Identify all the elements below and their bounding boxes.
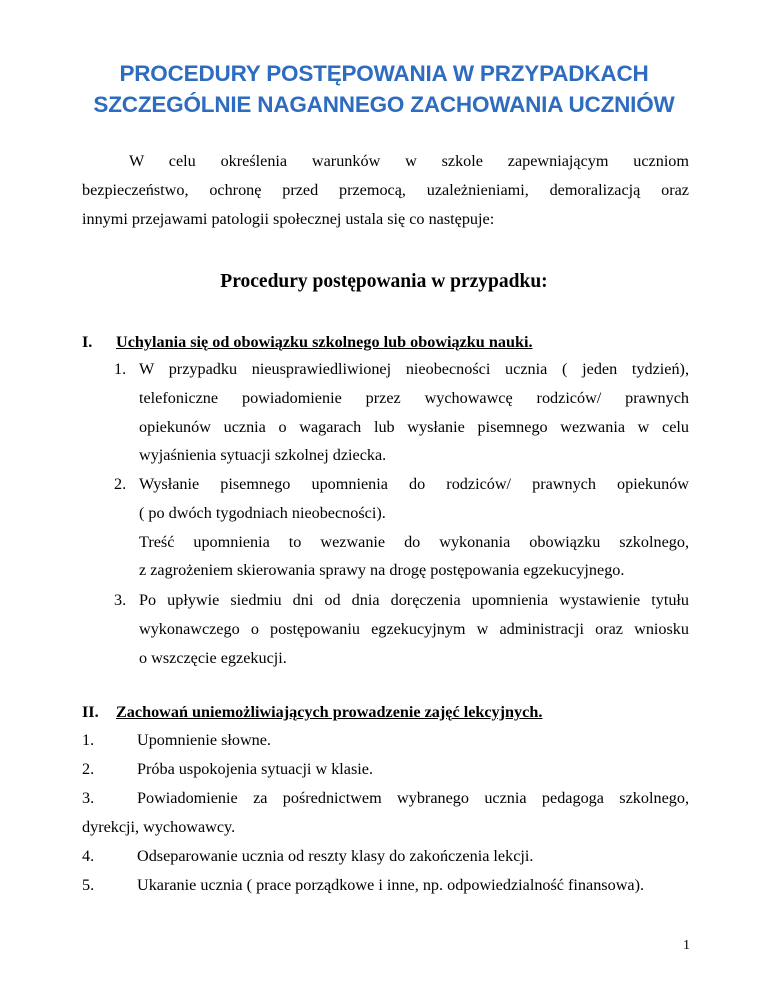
section-1-heading: [82, 333, 702, 352]
intro-line-2: bezpieczeństwo, ochronę przed przemocą, uzależnieniami, demoralizacją oraz: [82, 180, 689, 199]
section-2-title: Zachowań uniemożliwiających prowadzenie zajęć lekcyjnych.: [116, 703, 543, 721]
item-text: Powiadomienie za pośrednictwem wybranego ucznia pedagoga szkolnego,: [137, 789, 689, 807]
item-line: W przypadku nieusprawiedliwionej nieobecności ucznia ( jeden tydzień),: [139, 360, 689, 378]
item-line: z zagrożeniem skierowania sprawy na drogę postępowania egzekucyjnego.: [139, 561, 625, 580]
item-number: 3.: [82, 789, 95, 807]
intro-paragraph: [82, 147, 689, 233]
section-1-item-1: [114, 355, 689, 470]
section-1-number: I.: [82, 333, 93, 351]
item-number: 5.: [82, 876, 95, 894]
section-2-item-5: [82, 871, 689, 900]
procedures-subtitle: Procedury postępowania w przypadku:: [220, 271, 548, 292]
section-2-item-1: [82, 726, 689, 755]
section-2-item-2: [82, 755, 689, 784]
item-line: o wszczęcie egzekucji.: [139, 648, 287, 667]
section-2-item-3: [82, 784, 689, 842]
item-text: Odseparowanie ucznia od reszty klasy do zakończenia lekcji.: [137, 847, 534, 865]
item-text: Upomnienie słowne.: [137, 731, 271, 749]
intro-line-3: innymi przejawami patologii społecznej ustala się co następuje:: [82, 209, 495, 228]
item-continuation: dyrekcji, wychowawcy.: [82, 817, 236, 836]
item-number: 3.: [114, 591, 127, 609]
item-line: Po upływie siedmiu dni od dnia doręczenia upomnienia wystawienie tytułu: [139, 591, 689, 609]
section-1-item-3: [114, 586, 689, 672]
item-number: 1.: [82, 731, 95, 749]
intro-line-1: W celu określenia warunków w szkole zapewniającym uczniom: [129, 152, 689, 170]
item-line: opiekunów ucznia o wagarach lub wysłanie pisemnego wezwania w celu: [139, 417, 689, 436]
item-line: wykonawczego o postępowaniu egzekucyjnym w administracji oraz wniosku: [139, 619, 689, 638]
section-2-number: II.: [82, 703, 99, 721]
item-line: Treść upomnienia to wezwanie do wykonania obowiązku szkolnego,: [139, 532, 689, 551]
section-2-heading: [82, 703, 702, 722]
item-line: ( po dwóch tygodniach nieobecności).: [139, 503, 386, 522]
section-1-title: Uchylania się od obowiązku szkolnego lub obowiązku nauki.: [116, 333, 533, 351]
title-line-2: SZCZEGÓLNIE NAGANNEGO ZACHOWANIA UCZNIÓW: [93, 92, 675, 117]
section-2-item-4: [82, 842, 689, 871]
item-number: 2.: [82, 760, 95, 778]
item-line: telefoniczne powiadomienie przez wychowawcę rodziców/ prawnych: [139, 388, 689, 407]
title-line-1: PROCEDURY POSTĘPOWANIA W PRZYPADKACH: [119, 61, 649, 86]
item-text: Próba uspokojenia sytuacji w klasie.: [137, 760, 374, 778]
page-number: 1: [683, 938, 690, 953]
item-number: 2.: [114, 475, 127, 493]
item-line: Wysłanie pisemnego upomnienia do rodziców/ prawnych opiekunów: [139, 475, 689, 493]
item-text: Ukaranie ucznia ( prace porządkowe i inne, np. odpowiedzialność finansowa).: [137, 876, 645, 894]
item-line: wyjaśnienia sytuacji szkolnej dziecka.: [139, 446, 387, 465]
item-number: 1.: [114, 360, 127, 378]
item-number: 4.: [82, 847, 95, 865]
section-1-item-2: [114, 470, 689, 585]
document-title: [0, 58, 768, 120]
